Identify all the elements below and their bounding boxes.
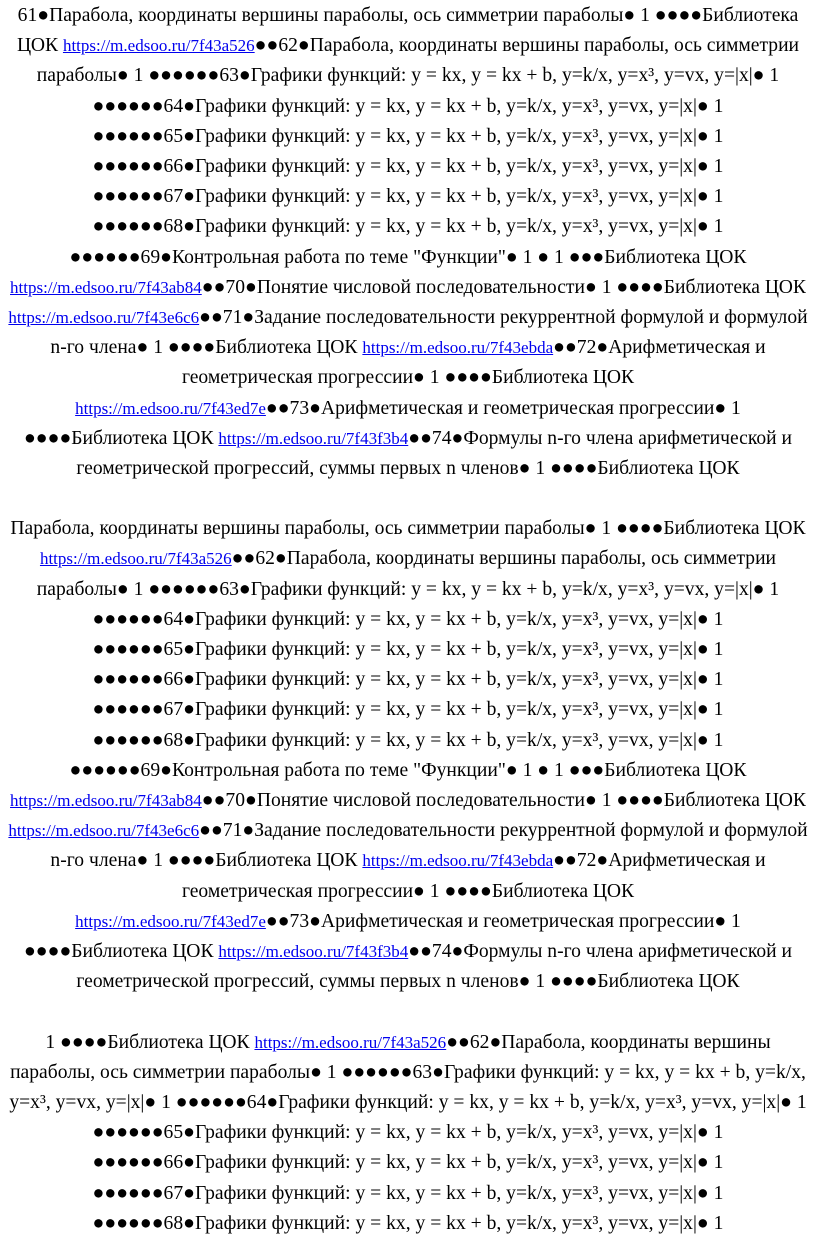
library-link[interactable]: https://m.edsoo.ru/7f43ab84 — [10, 791, 202, 811]
text-block-1 — [6, 0, 810, 484]
text-block-2 — [6, 514, 810, 997]
library-link[interactable]: https://m.edsoo.ru/7f43a526 — [62, 36, 255, 56]
library-link[interactable]: https://m.edsoo.ru/7f43e6c6 — [8, 821, 200, 841]
text-run: ●●74●Формулы n-го члена арифметической и геометрической прогрессий, суммы первых n членов● 1 ●●●●Библиотека ЦОК — [76, 427, 793, 480]
text-run: ●●62●Парабола, координаты вершины параболы, ось симметрии параболы● 1 ●●●●●●63●Графики функций: y = kx, y = kx + b, y=k/x, y=x³, y=vx, y=|x|● 1 ●●●●●●64●Графики функций: y = kx, y = kx + b, y=k/x, y=x³, y=vx, y=|x|● 1 ●●●●●●65●Графики функций: y = kx, y = kx + b, y=k/x, y=x³, y=vx, y=|x|● 1 ●●●●●●66●Графики функций: y = kx, y = kx + b, y=k/x, y=x³, y=vx, y=|x|● 1 ●●●●●●67●Графики функций: y = kx, y = kx + b, y=k/x, y=x³, y=vx, y=|x|● 1 ●●●●●●68●Графики функций: y = kx, y = kx + b, y=k/x, y=x³, y=vx, y=|x|● 1 ●●●●●●69●Контрольная работа по теме "Функции"● 1 ● 1 ●●●Библиотека ЦОК — [36, 548, 780, 781]
text-block-3 — [6, 1028, 810, 1239]
library-link[interactable]: https://m.edsoo.ru/7f43a526 — [254, 1032, 447, 1052]
library-link[interactable]: https://m.edsoo.ru/7f43ed7e — [75, 398, 266, 418]
text-run: ●●73●Арифметическая и геометрическая прогрессии● 1 ●●●●Библиотека ЦОК — [23, 910, 741, 963]
text-run: ●●72●Арифметическая и геометрическая прогрессии● 1 ●●●●Библиотека ЦОК — [181, 850, 766, 902]
library-link[interactable]: https://m.edsoo.ru/7f43ed7e — [75, 911, 266, 931]
library-link[interactable]: https://m.edsoo.ru/7f43a526 — [39, 549, 232, 569]
library-link[interactable]: https://m.edsoo.ru/7f43f3b4 — [218, 428, 409, 448]
text-run: ●●70●Понятие числовой последовательности● 1 ●●●●Библиотека ЦОК — [201, 790, 806, 812]
text-run: ●●62●Парабола, координаты вершины параболы, ось симметрии параболы● 1 ●●●●●●63●Графики функций: y = kx, y = kx + b, y=k/x, y=x³, y=vx, y=|x|● 1 ●●●●●●64●Графики функций: y = kx, y = kx + b, y=k/x, y=x³, y=vx, y=|x|● 1 ●●●●●●65●Графики функций: y = kx, y = kx + b, y=k/x, y=x³, y=vx, y=|x|● 1 ●●●●●●66●Графики функций: y = kx, y = kx + b, y=k/x, y=x³, y=vx, y=|x|● 1 ●●●●●●67●Графики функций: y = kx, y = kx + b, y=k/x, y=x³, y=vx, y=|x|● 1 ●●●●●●68●Графики функций: y = kx, y = kx + b, y=k/x, y=x³, y=vx, y=|x|● 1 ●●●●●●69●Контрольная работа по теме "Функции"● 1 ● 1 ●●●Библиотека ЦОК — [36, 35, 800, 268]
text-run: ●●70●Понятие числовой последовательности● 1 ●●●●Библиотека ЦОК — [201, 276, 806, 298]
text-run: 61●Парабола, координаты вершины параболы, ось симметрии параболы● 1 ●●●●Библиотека ЦОК — [16, 5, 799, 57]
text-run: Парабола, координаты вершины параболы, ось симметрии параболы● 1 ●●●●Библиотека ЦОК — [10, 518, 806, 540]
text-run: ●●71●Задание последовательности рекуррентной формулой и формулой n-го члена● 1 ●●●●Библиотека ЦОК — [50, 307, 808, 359]
text-run: ●●72●Арифметическая и геометрическая прогрессии● 1 ●●●●Библиотека ЦОК — [181, 337, 766, 389]
library-link[interactable]: https://m.edsoo.ru/7f43e6c6 — [8, 308, 200, 328]
library-link[interactable]: https://m.edsoo.ru/7f43ebda — [362, 338, 554, 358]
library-link[interactable]: https://m.edsoo.ru/7f43ebda — [362, 851, 554, 871]
text-run: ●●62●Парабола, координаты вершины параболы, ось симметрии параболы● 1 ●●●●●●63●Графики функций: y = kx, y = kx + b, y=k/x, y=x³, y=vx, y=|x|● 1 ●●●●●●64●Графики функций: y = kx, y = kx + b, y=k/x, y=x³, y=vx, y=|x|● 1 ●●●●●●65●Графики функций: y = kx, y = kx + b, y=k/x, y=x³, y=vx, y=|x|● 1 ●●●●●●66●Графики функций: y = kx, y = kx + b, y=k/x, y=x³, y=vx, y=|x|● 1 ●●●●●●67●Графики функций: y = kx, y = kx + b, y=k/x, y=x³, y=vx, y=|x|● 1 ●●●●●●68●Графики функций: y = kx, y = kx + b, y=k/x, y=x³, y=vx, y=|x|● 1 — [9, 1031, 807, 1234]
library-link[interactable]: https://m.edsoo.ru/7f43ab84 — [10, 277, 202, 297]
text-run: ●●73●Арифметическая и геометрическая прогрессии● 1 ●●●●Библиотека ЦОК — [23, 397, 741, 449]
text-run: 1 ●●●●Библиотека ЦОК — [45, 1031, 255, 1053]
text-run: ●●74●Формулы n-го члена арифметической и геометрической прогрессий, суммы первых n членов● 1 ●●●●Библиотека ЦОК — [76, 941, 793, 993]
library-link[interactable]: https://m.edsoo.ru/7f43f3b4 — [218, 942, 409, 962]
text-run: ●●71●Задание последовательности рекуррентной формулой и формулой n-го члена● 1 ●●●●Библиотека ЦОК — [50, 820, 808, 872]
